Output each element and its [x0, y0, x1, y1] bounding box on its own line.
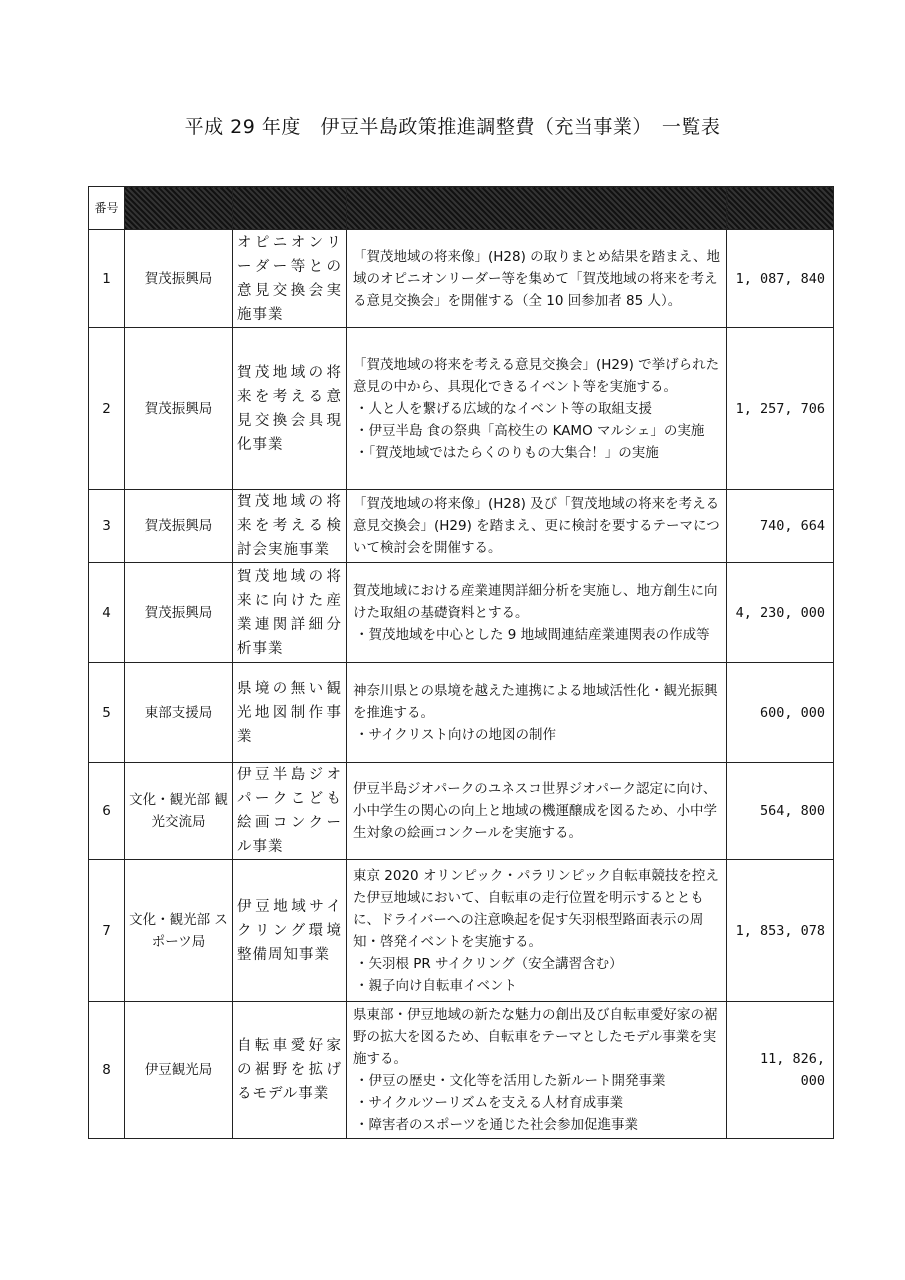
table-row [89, 860, 834, 1002]
row-description [347, 490, 727, 563]
row-project-name: 伊豆地域サイクリング環境整備周知事業 [233, 860, 347, 1002]
description-text: 伊豆半島ジオパークのユネスコ世界ジオパーク認定に向け、小中学生の関心の向上と地域の機運醸成を図るため、小中学生対象の絵画コンクールを実施する。 [353, 781, 717, 841]
row-amount: 1, 853, 078 [727, 860, 834, 1002]
header-dept-blacked [125, 187, 233, 230]
row-description [347, 860, 727, 1002]
row-project-name: 自転車愛好家の裾野を拡げるモデル事業 [233, 1002, 347, 1139]
project-table [88, 186, 834, 1139]
row-project-name: 賀茂地域の将来を考える検討会実施事業 [233, 490, 347, 563]
description-bullet: ・賀茂地域を中心とした 9 地域間連結産業連関表の作成等 [355, 626, 710, 643]
table-row [89, 563, 834, 663]
row-number: 8 [89, 1002, 125, 1139]
row-project-name: 賀茂地域の将来に向けた産業連関詳細分析事業 [233, 563, 347, 663]
table-row [89, 328, 834, 490]
row-project-name: 賀茂地域の将来を考える意見交換会具現化事業 [233, 328, 347, 490]
description-bullet: ・矢羽根 PR サイクリング（安全講習含む） [355, 955, 623, 972]
header-name-blacked [233, 187, 347, 230]
description-text: 「賀茂地域の将来像」(H28) の取りまとめ結果を踏まえ、地域のオピニオンリーダー等を集めて「賀茂地域の将来を考える意見交換会」を開催する（全 10 回参加者 85 人）。 [353, 248, 720, 309]
description-text: 県東部・伊豆地域の新たな魅力の創出及び自転車愛好家の裾野の拡大を図るため、自転車をテーマとしたモデル事業を実施する。 [353, 1007, 718, 1067]
row-project-name: 県境の無い観光地図制作事業 [233, 663, 347, 763]
description-bullet: ・サイクルツーリズムを支える人材育成事業 [355, 1095, 624, 1111]
description-bullet: ・伊豆半島 食の祭典「高校生の KAMO マルシェ」の実施 [355, 422, 705, 439]
row-department: 賀茂振興局 [125, 490, 233, 563]
row-project-name: 伊豆半島ジオパークこども絵画コンクール事業 [233, 763, 347, 860]
row-number: 1 [89, 230, 125, 328]
row-department: 賀茂振興局 [125, 328, 233, 490]
table-row [89, 230, 834, 328]
row-amount: 740, 664 [727, 490, 834, 563]
row-number: 7 [89, 860, 125, 1002]
description-text: 「賀茂地域の将来像」(H28) 及び「賀茂地域の将来を考える意見交換会」(H29) を踏まえ、更に検討を要するテーマについて検討会を開催する。 [353, 496, 720, 556]
row-description [347, 328, 727, 490]
row-number: 2 [89, 328, 125, 490]
description-bullet: ・人と人を繋げる広域的なイベント等の取組支援 [355, 400, 652, 417]
row-amount: 600, 000 [727, 663, 834, 763]
description-text: 神奈川県との県境を越えた連携による地域活性化・観光振興を推進する。 [353, 682, 718, 721]
row-amount: 1, 257, 706 [727, 328, 834, 490]
description-bullet: ・「賀茂地域ではたらくのりもの大集合！」の実施 [355, 444, 659, 461]
description-bullet: ・伊豆の歴史・文化等を活用した新ルート開発事業 [355, 1073, 666, 1089]
row-number: 3 [89, 490, 125, 563]
row-project-name: オピニオンリーダー等との意見交換会実施事業 [233, 230, 347, 328]
row-department: 東部支援局 [125, 663, 233, 763]
description-bullet: ・親子向け自転車イベント [355, 977, 517, 994]
description-bullet: ・サイクリスト向けの地図の制作 [355, 726, 557, 743]
page-title: 平成 29 年度 伊豆半島政策推進調整費（充当事業） 一覧表 [184, 116, 721, 138]
row-amount: 11, 826, 000 [727, 1002, 834, 1139]
row-description [347, 563, 727, 663]
row-number: 4 [89, 563, 125, 663]
table-row [89, 490, 834, 563]
row-description [347, 1002, 727, 1139]
row-description [347, 663, 727, 763]
row-department: 賀茂振興局 [125, 563, 233, 663]
row-department: 文化・観光部 観光交流局 [125, 763, 233, 860]
table-row [89, 663, 834, 763]
row-department: 伊豆観光局 [125, 1002, 233, 1139]
header-desc-blacked [347, 187, 727, 230]
row-amount: 564, 800 [727, 763, 834, 860]
table-header-row [89, 187, 834, 230]
table-row [89, 1002, 834, 1139]
row-amount: 1, 087, 840 [727, 230, 834, 328]
header-no: 番号 [89, 187, 125, 230]
description-text: 東京 2020 オリンピック・パラリンピック自転車競技を控えた伊豆地域において、自転車の走行位置を明示するとともに、ドライバーへの注意喚起を促す矢羽根型路面表示の周知・啓発イベントを実施する。 [353, 867, 719, 950]
row-number: 5 [89, 663, 125, 763]
header-amount-blacked [727, 187, 834, 230]
description-bullet: ・障害者のスポーツを通じた社会参加促進事業 [355, 1117, 638, 1133]
description-text: 賀茂地域における産業連関詳細分析を実施し、地方創生に向けた取組の基礎資料とする。 [353, 582, 718, 621]
description-text: 「賀茂地域の将来を考える意見交換会」(H29) で挙げられた意見の中から、具現化できるイベント等を実施する。 [353, 356, 720, 395]
row-number: 6 [89, 763, 125, 860]
table-row [89, 763, 834, 860]
row-description [347, 230, 727, 328]
row-department: 文化・観光部 スポーツ局 [125, 860, 233, 1002]
row-department: 賀茂振興局 [125, 230, 233, 328]
row-amount: 4, 230, 000 [727, 563, 834, 663]
row-description [347, 763, 727, 860]
